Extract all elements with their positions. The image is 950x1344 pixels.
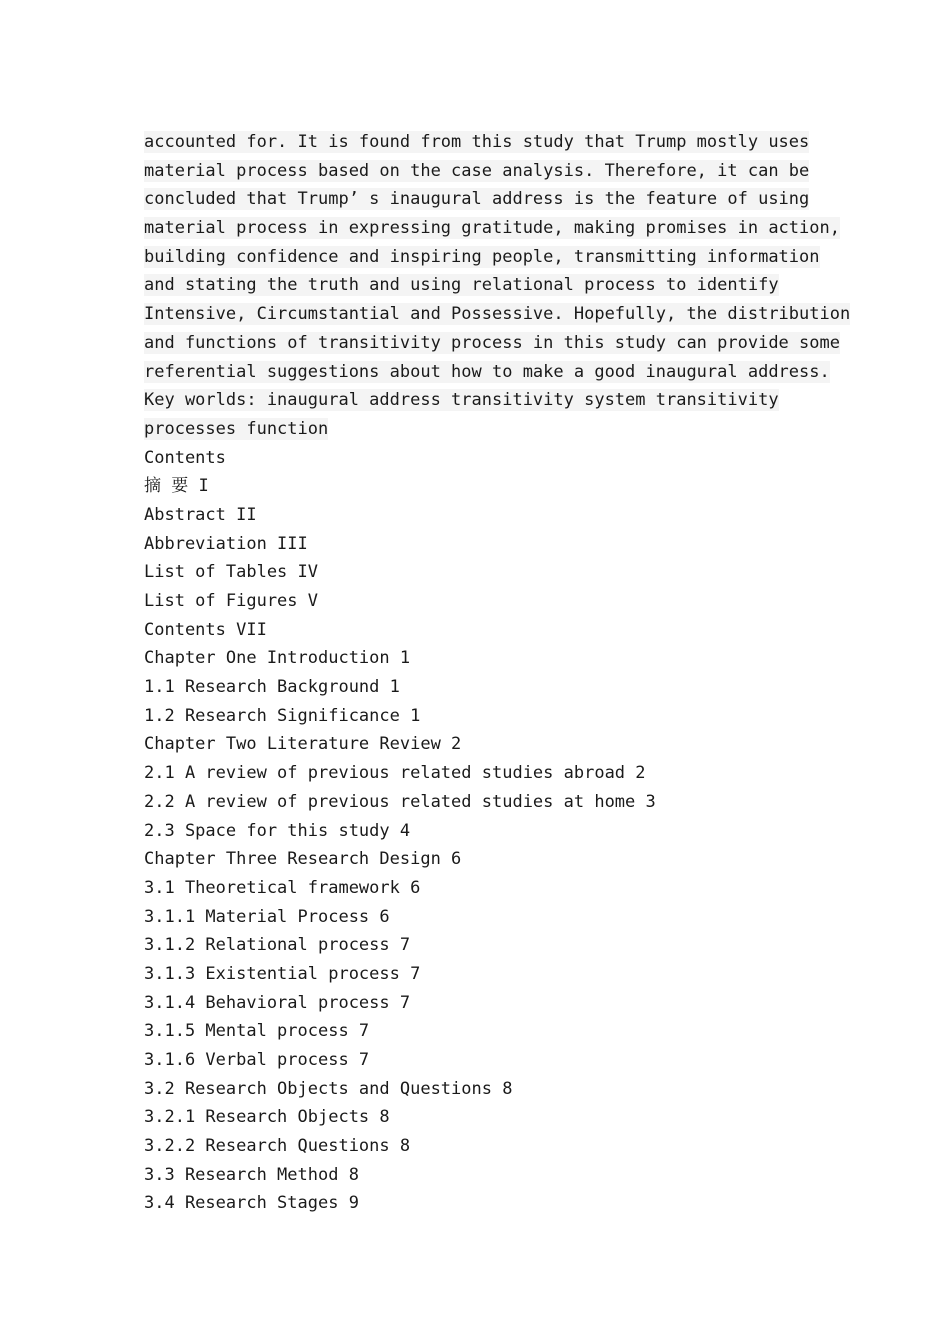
- abstract-line-text: Intensive, Circumstantial and Possessive. Hopefully, the distribution: [144, 304, 851, 325]
- keywords-line: [144, 386, 844, 415]
- abstract-line-text: building confidence and inspiring people, transmitting information: [144, 246, 820, 267]
- abstract-line: [144, 358, 844, 387]
- toc-entry: 摘 要 I: [144, 476, 209, 497]
- contents-heading: Contents: [144, 447, 226, 468]
- toc-entry: 3.1.5 Mental process 7: [144, 1021, 370, 1042]
- toc-entry: Chapter One Introduction 1: [144, 648, 411, 669]
- toc-entry: 2.1 A review of previous related studies abroad 2: [144, 763, 646, 784]
- toc-entry: 1.1 Research Background 1: [144, 677, 400, 698]
- abstract-line-text: referential suggestions about how to make a good inaugural address.: [144, 361, 830, 382]
- abstract-line: [144, 329, 844, 358]
- toc-entry: 1.2 Research Significance 1: [144, 705, 421, 726]
- keywords-line-text: Key worlds: inaugural address transitivity system transitivity: [144, 390, 779, 411]
- toc-entry: List of Figures V: [144, 591, 318, 611]
- toc-entry: 3.1.2 Relational process 7: [144, 935, 411, 956]
- abstract-line: [144, 300, 851, 329]
- abstract-line-text: and stating the truth and using relational process to identify: [144, 275, 779, 296]
- abstract-line: [144, 185, 844, 214]
- abstract-line: [144, 243, 844, 272]
- toc-entry: List of Tables IV: [144, 562, 318, 583]
- abstract-line-text: concluded that Trump’ s inaugural address is the feature of using: [144, 189, 810, 210]
- abstract-line: [144, 271, 844, 300]
- toc-entry: Abbreviation III: [144, 533, 308, 554]
- toc-entry: 3.1 Theoretical framework 6: [144, 877, 421, 898]
- abstract-line-text: and functions of transitivity process in this study can provide some: [144, 332, 840, 353]
- toc-entry: 3.1.3 Existential process 7: [144, 963, 421, 984]
- toc-entry: 3.2.1 Research Objects 8: [144, 1107, 390, 1128]
- toc-entry: 3.2 Research Objects and Questions 8: [144, 1078, 513, 1099]
- toc-entry: 2.2 A review of previous related studies at home 3: [144, 791, 656, 812]
- toc-entry: 3.2.2 Research Questions 8: [144, 1136, 411, 1157]
- toc-entry: Chapter Three Research Design 6: [144, 849, 462, 870]
- toc-entry: 3.1.4 Behavioral process 7: [144, 992, 411, 1013]
- toc-entry: Contents VII: [144, 619, 267, 640]
- toc-entry: Abstract II: [144, 504, 257, 525]
- abstract-line-text: accounted for. It is found from this study that Trump mostly uses: [144, 132, 810, 152]
- toc-entry: 2.3 Space for this study 4: [144, 820, 411, 841]
- toc-entry: 3.4 Research Stages 9: [144, 1193, 359, 1214]
- toc-entry: 3.1.1 Material Process 6: [144, 906, 390, 927]
- toc-entry: 3.1.6 Verbal process 7: [144, 1050, 370, 1070]
- abstract-line: [144, 214, 844, 243]
- abstract-line: [144, 157, 844, 186]
- keywords-line: [144, 415, 844, 444]
- document-body: [144, 128, 851, 1218]
- toc-entry: 3.3 Research Method 8: [144, 1164, 359, 1185]
- abstract-line: [144, 128, 844, 157]
- abstract-line-text: material process in expressing gratitude, making promises in action,: [144, 218, 840, 239]
- abstract-line-text: material process based on the case analysis. Therefore, it can be: [144, 160, 810, 181]
- keywords-line-text: processes function: [144, 418, 329, 439]
- toc-entry: Chapter Two Literature Review 2: [144, 734, 462, 755]
